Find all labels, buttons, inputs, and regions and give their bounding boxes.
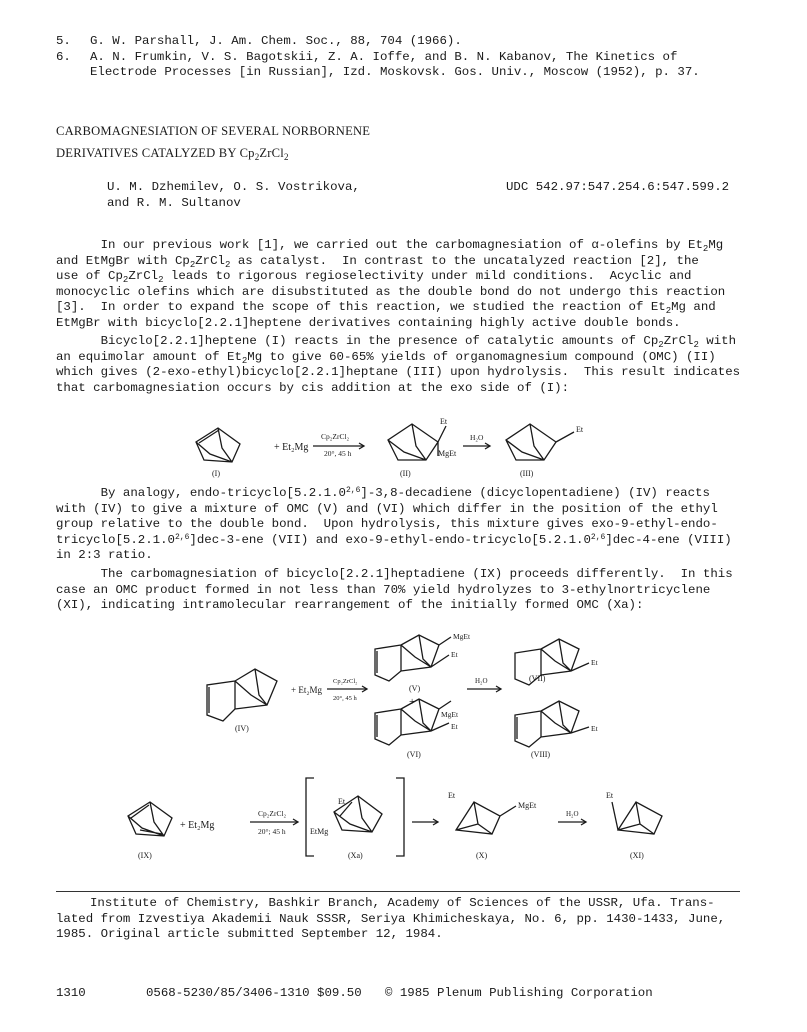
compound-label-XI: (XI) [630,851,644,860]
scheme1-reagent: + Et₂Mg [274,442,309,453]
reference-text: A. N. Frumkin, V. S. Bagotskii, Z. A. Ioffe, and B. N. Kabanov, The Kinetics of [90,50,678,64]
scheme3-xa-et: Et [338,797,346,806]
title-line-2: DERIVATIVES CATALYZED BY $Cp_2ZrCl_2$ [56,146,289,162]
compound-label-III: (III) [520,469,534,478]
compound-label-IX: (IX) [138,851,152,860]
compound-label-V: (V) [409,684,421,693]
footnote-line-2: lated from Izvestiya Akademii Nauk SSSR, Seriya Khimicheskaya, No. 6, pp. 1430-1433, June, [56,911,726,926]
scheme2-vii-et: Et [591,658,598,667]
reference-number: 6. [56,50,71,64]
scheme3-water: H₂O [566,810,579,818]
scheme2-reagent: + Et₂Mg [291,685,322,695]
compound-label-VIII: (VIII) [531,750,551,759]
scheme1-water-label: H₂O [470,433,484,442]
article-code: 0568-5230/85/3406-1310 $09.50 [146,986,362,1000]
copyright: © 1985 Plenum Publishing Corporation [385,986,653,1000]
scheme2-viii-et: Et [591,724,598,733]
scheme1-conditions: 20°, 45 h [324,449,352,458]
footnote [56,896,746,943]
body-paragraph-1: In our previous work [1], we carried out the carbomagnesiation of α-olefins by $Et_2Mg$ and EtMgBr with $Cp_2ZrCl_2$ as catalyst. In contrast to the uncatalyzed reaction [2], the use of $Cp_2ZrCl_2$ leads to rigorous regioselectivity under mild conditions. Acyclic and monocyclic olefins which are disubstituted as the double bond do not undergo this reaction [3]. In order to expand the scope of this reaction, we studied the reaction of $Et_2Mg$ and EtMgBr with bicyclo[2.2.1]heptene derivatives containing highly active double bonds. [56,238,726,330]
page-number: 1310 [56,986,86,1000]
title-line-1: CARBOMAGNESIATION OF SEVERAL NORBORNENE [56,124,371,138]
authors-line-2: and R. M. Sultanov [107,196,241,210]
scheme3-reagent: + Et₂Mg [180,820,215,831]
compound-label-X: (X) [476,851,488,860]
scheme2-conditions: 20°, 45 h [333,695,357,702]
scheme2-v-et: Et [451,650,458,659]
scheme3-conditions: 20°; 45 h [258,827,286,836]
reaction-scheme-1 [190,412,610,484]
reference-text: Electrode Processes [in Russian], Izd. Moskovsk. Gos. Univ., Moscow (1952), p. 37. [90,65,700,79]
compound-label-I: (I) [212,469,220,478]
udc-code: UDC 542.97:547.254.6:547.599.2 [506,180,730,194]
compound-label-VI: (VI) [407,750,421,759]
reference-6 [56,50,677,66]
scheme2-plus: + [409,696,416,708]
footnote-rule [56,891,740,892]
scheme3-x-mget: MgEt [518,801,537,810]
scheme2-catalyst: Cp₂ZrCl₂ [333,678,358,685]
scheme3-catalyst: Cp₂ZrCl₂ [258,809,287,818]
compound-label-II: (II) [400,469,411,478]
scheme3-xi-et: Et [606,791,614,800]
scheme2-vi-mget: MgEt [441,710,459,719]
reference-number: 5. [56,34,71,48]
reference-6-continued [56,65,700,81]
scheme3-x-et: Et [448,791,456,800]
body-paragraph-3: By analogy, endo-tricyclo[5.2.1.0$^{2,6}$]-3,8-decadiene (dicyclopentadiene) (IV) reacts with (IV) to give a mixture of OMC (V) and (VI) which differ in the position of the ethyl group relative to the double bond. Upon hydrolysis, this mixture gives exo-9-ethyl-endo- tricyclo[5.2.1.0$^{2,6}$]dec-3-ene (VII) and exo-9-ethyl-endo-tricyclo[5.2.1.0$^{2,6}$]dec-4-ene (VIII) in 2:3 ratio. [56,486,732,563]
reference-text: G. W. Parshall, J. Am. Chem. Soc., 88, 704 (1966). [90,34,462,48]
scheme2-water: H₂O [475,677,488,685]
reaction-scheme-2 [195,625,615,765]
scheme3-xa-etmg: EtMg [310,827,329,836]
scheme1-mget-label: MgEt [438,449,457,458]
footnote-line-3: 1985. Original article submitted September 12, 1984. [56,927,443,942]
article-title [56,120,370,164]
scheme1-et-label: Et [440,417,448,426]
reference-5 [56,34,462,50]
scheme2-v-mget: MgEt [453,632,471,641]
reaction-scheme-3 [120,772,690,868]
scheme1-et-label-2: Et [576,425,584,434]
compound-label-Xa: (Xa) [348,851,363,860]
body-paragraph-2: Bicyclo[2.2.1]heptene (I) reacts in the presence of catalytic amounts of $Cp_2ZrCl_2$ with an equimolar amount of $Et_2Mg$ to give 60-65% yields of organomagnesium compound (OMC) (II) which gives (2-exo-ethyl)bicyclo[2.2.1]heptane (III) upon hydrolysis. This result indicates that carbomagnesiation occurs by cis addition at the exo side of (I): [56,334,741,395]
compound-label-VII: (VII) [529,674,546,683]
scheme2-vi-et: Et [451,722,458,731]
footnote-line-1: Institute of Chemistry, Bashkir Branch, Academy of Sciences of the USSR, Ufa. Trans- [90,896,715,910]
body-paragraph-4: The carbomagnesiation of bicyclo[2.2.1]heptadiene (IX) proceeds differently. In this case an OMC product formed in not less than 70% yield hydrolyzes to 3-ethylnortricyclene (XI), indicating intramolecular rearrangement of the initially formed OMC (Xa): [56,567,733,613]
authors-line-1: U. M. Dzhemilev, O. S. Vostrikova, [107,180,360,194]
compound-label-IV: (IV) [235,724,249,733]
scheme1-catalyst: Cp₂ZrCl₂ [321,432,350,441]
